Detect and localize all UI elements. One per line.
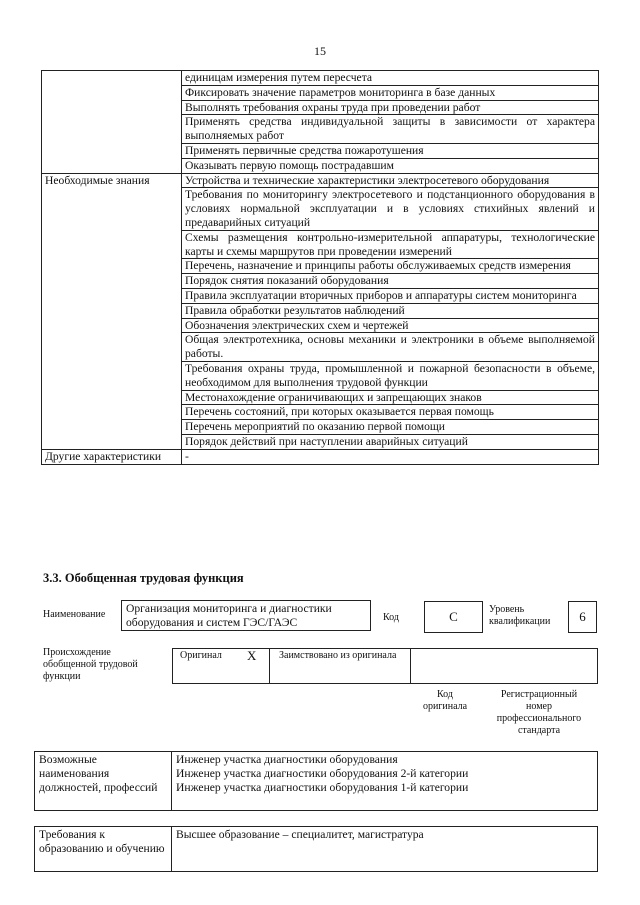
reg-number-label: Регистрационный номер профессионального стандарта [496,689,582,736]
positions-values [172,752,598,811]
knowledge-item: Порядок действий при наступлении аварийных ситуаций [182,434,599,449]
function-name-box [121,600,371,631]
original-label: Оригинал [180,650,222,661]
page-number: 15 [314,44,326,58]
skill-item: Применять первичные средства пожаротушения [182,143,599,158]
function-name-value: Организация мониторинга и диагностики оборудования и систем ГЭС/ГАЭС [126,602,332,629]
position-item: Инженер участка диагностики оборудования [176,753,398,766]
level-value: 6 [579,609,586,624]
table-row [42,71,599,86]
knowledge-item: Требования по мониторингу электросетевого и подстанционного оборудования в условиях нормальной эксплуатации и в условиях стихийных явлений и предаварийных ситуаций [182,188,599,230]
knowledge-item: Схемы размещения контрольно-измерительной аппаратуры, технологические карты и схемы маршрутов при проведении измерений [182,230,599,259]
knowledge-item: Устройства и технические характеристики электросетевого оборудования [182,173,599,188]
position-item: Инженер участка диагностики оборудования 1-й категории [176,780,469,794]
skills-label-cell [42,71,182,174]
code-value-box [424,601,483,633]
knowledge-item: Перечень, назначение и принципы работы обслуживаемых средств измерения [182,259,599,274]
knowledge-item: Требования охраны труда, промышленной и пожарной безопасности в объеме, необходимом для выполнения трудовой функции [182,361,599,390]
section-title: 3.3. Обобщенная трудовая функция [43,571,244,585]
education-value: Высшее образование – специалитет, магистратура [172,827,598,872]
divider [410,649,411,684]
table-row [42,173,599,188]
code-original-label: Код оригинала [422,689,468,712]
table-row [35,752,598,811]
level-label: Уровень квалификации [489,604,551,627]
divider [173,684,597,685]
code-label: Код [383,612,399,623]
other-label: Другие характеристики [42,449,182,464]
skill-item: Применять средства индивидуальной защиты в зависимости от характера выполняемых работ [182,115,599,144]
positions-table [34,751,598,811]
skill-item: Фиксировать значение параметров мониторинга в базе данных [182,85,599,100]
original-mark: X [247,648,257,663]
table-row [35,827,598,872]
skill-item: Оказывать первую помощь пострадавшим [182,158,599,173]
skills-knowledge-table [41,70,599,465]
knowledge-item: Правила эксплуатации вторичных приборов и аппаратуры систем мониторинга [182,288,599,303]
knowledge-item: Общая электротехника, основы механики и электроники в объеме выполняемой работы. [182,333,599,362]
borrowed-label: Заимствовано из оригинала [279,650,397,661]
skill-item: единицам измерения путем пересчета [182,71,599,86]
positions-label: Возможные наименования должностей, профессий [35,752,172,811]
level-value-box [568,601,597,633]
skill-item: Выполнять требования охраны труда при проведении работ [182,100,599,115]
knowledge-item: Перечень состояний, при которых оказывается первая помощь [182,405,599,420]
origin-label: Происхождение обобщенной трудовой функции [43,647,138,682]
code-value: C [449,609,458,624]
education-label: Требования к образованию и обучению [35,827,172,872]
knowledge-label: Необходимые знания [42,173,182,449]
divider [269,649,270,684]
knowledge-item: Правила обработки результатов наблюдений [182,303,599,318]
knowledge-item: Местонахождение ограничивающих и запрещающих знаков [182,390,599,405]
position-item: Инженер участка диагностики оборудования 2-й категории [176,766,469,780]
name-label: Наименование [43,609,106,620]
other-value: - [182,449,599,464]
knowledge-item: Перечень мероприятий по оказанию первой помощи [182,420,599,435]
knowledge-item: Обозначения электрических схем и чертежей [182,318,599,333]
table-row [42,449,599,464]
education-table [34,826,598,872]
knowledge-item: Порядок снятия показаний оборудования [182,274,599,289]
